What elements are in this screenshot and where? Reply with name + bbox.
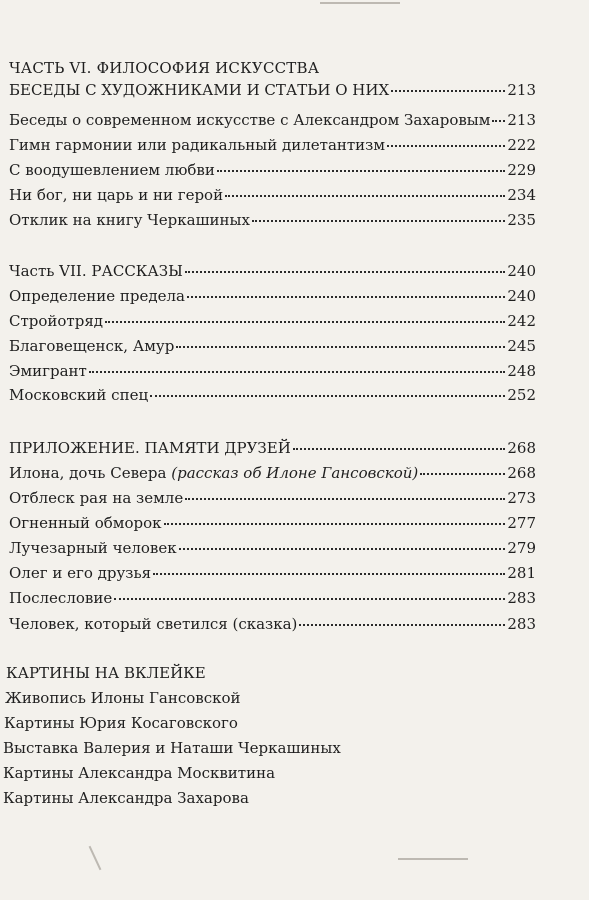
- page-number: 281: [507, 564, 536, 582]
- leader-dots: [153, 572, 505, 575]
- leader-dots: [185, 497, 505, 500]
- part7-heading-row: [9, 261, 536, 281]
- leader-dots: [293, 447, 506, 450]
- toc-entry: [9, 614, 536, 634]
- plates-entry: Картины Александра Москвитина: [3, 764, 276, 782]
- toc-entry: [9, 110, 536, 130]
- toc-entry: [9, 210, 536, 230]
- page-number: 268: [507, 464, 536, 482]
- entry-title: Послесловие: [9, 589, 113, 607]
- leader-dots: [185, 270, 505, 273]
- page-number: 235: [507, 211, 536, 229]
- entry-title-italic: (рассказ об Илоне Гансовской): [171, 464, 419, 482]
- page-number: 242: [507, 312, 536, 330]
- entry-title: Беседы о современном искусстве с Александром Захаровым: [9, 111, 491, 129]
- toc-entry: [9, 135, 536, 155]
- bottom-print-mark: [398, 858, 468, 860]
- leader-dots: [387, 144, 505, 147]
- entry-title: Благовещенск, Амур: [9, 337, 175, 355]
- leader-dots: [252, 219, 505, 222]
- leader-dots: [89, 370, 506, 373]
- part6-heading-line1: ЧАСТЬ VI. ФИЛОСОФИЯ ИСКУССТВА: [9, 59, 320, 77]
- leader-dots: [187, 295, 505, 298]
- page-number: 268: [507, 439, 536, 457]
- toc-entry: [9, 488, 536, 508]
- page-number: 283: [507, 615, 536, 633]
- leader-dots: [150, 394, 505, 397]
- entry-title-main: Илона, дочь Севера: [9, 464, 172, 482]
- leader-dots: [176, 345, 505, 348]
- plates-heading: КАРТИНЫ НА ВКЛЕЙКЕ: [6, 664, 206, 682]
- leader-dots: [105, 320, 505, 323]
- entry-title: Отблеск рая на земле: [9, 489, 184, 507]
- plates-entry: Живопись Илоны Гансовской: [5, 689, 241, 707]
- entry-title: Ни бог, ни царь и ни герой: [9, 186, 224, 204]
- top-print-mark: [320, 2, 400, 4]
- entry-title: Эмигрант: [9, 362, 87, 380]
- toc-entry: [9, 538, 536, 558]
- leader-dots: [420, 472, 505, 475]
- toc-entry: [9, 385, 536, 405]
- toc-entry: [9, 513, 536, 533]
- entry-title: Гимн гармонии или радикальный дилетантизм: [9, 136, 386, 154]
- leader-dots: [179, 547, 506, 550]
- entry-title: Отклик на книгу Черкашиных: [9, 211, 250, 229]
- entry-title: Московский спец: [9, 386, 149, 404]
- page-number: 279: [507, 539, 536, 557]
- entry-title: Стройотряд: [9, 312, 104, 330]
- entry-title: Человек, который светился (сказка): [9, 615, 298, 633]
- toc-entry: [9, 311, 536, 331]
- leader-dots: [225, 194, 505, 197]
- part6-heading-row: [9, 80, 536, 100]
- part6-heading-line2: БЕСЕДЫ С ХУДОЖНИКАМИ И СТАТЬИ О НИХ: [9, 81, 390, 99]
- bottom-print-mark: [89, 846, 102, 870]
- entry-title: Определение предела: [9, 287, 185, 305]
- leader-dots: [164, 522, 506, 525]
- plates-entry: Выставка Валерия и Наташи Черкашиных: [3, 739, 341, 757]
- page-number: 273: [507, 489, 536, 507]
- entry-title: Огненный обморок: [9, 514, 162, 532]
- page-number: 213: [507, 111, 536, 129]
- toc-entry: [9, 361, 536, 381]
- page-number: 234: [507, 186, 536, 204]
- leader-dots: [492, 119, 505, 122]
- plates-entry: Картины Юрия Косаговского: [4, 714, 238, 732]
- page-number: 252: [507, 386, 536, 404]
- page-number: 245: [507, 337, 536, 355]
- leader-dots: [299, 623, 505, 626]
- page-number: 248: [507, 362, 536, 380]
- page-number: 240: [507, 262, 536, 280]
- toc-entry: [9, 160, 536, 180]
- entry-title: Олег и его друзья: [9, 564, 152, 582]
- entry-title: Лучезарный человек: [9, 539, 177, 557]
- page-number: 213: [507, 81, 536, 99]
- appendix-heading-row: [9, 438, 536, 458]
- toc-entry: [9, 588, 536, 608]
- page-number: 283: [507, 589, 536, 607]
- leader-dots: [114, 597, 505, 600]
- entry-title: [9, 463, 418, 483]
- toc-entry: [9, 286, 536, 306]
- page-number: 229: [507, 161, 536, 179]
- leader-dots: [217, 169, 506, 172]
- toc-entry: [9, 463, 536, 483]
- page-number: 277: [507, 514, 536, 532]
- page-number: 222: [507, 136, 536, 154]
- toc-entry: [9, 336, 536, 356]
- toc-entry: [9, 185, 536, 205]
- page-number: 240: [507, 287, 536, 305]
- leader-dots: [391, 89, 505, 92]
- entry-title: С воодушевлением любви: [9, 161, 215, 179]
- plates-entry: Картины Александра Захарова: [3, 789, 249, 807]
- appendix-heading: ПРИЛОЖЕНИЕ. ПАМЯТИ ДРУЗЕЙ: [9, 439, 291, 457]
- toc-entry: [9, 563, 536, 583]
- part7-heading: Часть VII. РАССКАЗЫ: [9, 262, 183, 280]
